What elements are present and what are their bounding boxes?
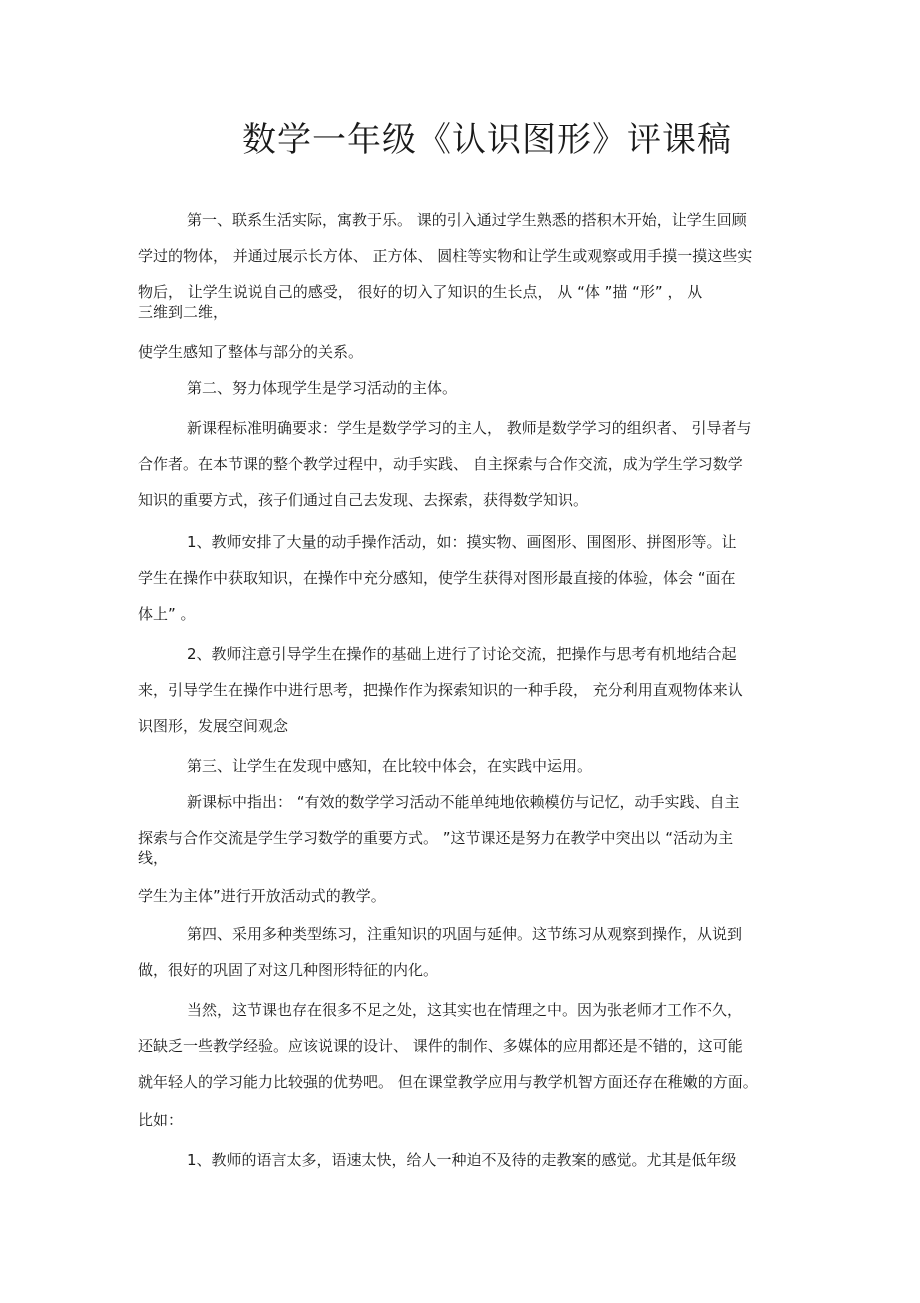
text-line: 第一、联系生活实际，寓教于乐。 课的引入通过学生熟悉的搭积木开始，让学生回顾 (187, 211, 747, 229)
text-line: 还缺乏一些教学经验。应该说课的设计、 课件的制作、多媒体的应用都还是不错的，这可能 (138, 1037, 743, 1055)
text-line: 就年轻人的学习能力比较强的优势吧。 但在课堂教学应用与教学机智方面还存在稚嫩的方面。 (138, 1073, 758, 1091)
text-line: 使学生感知了整体与部分的关系。 (138, 343, 364, 361)
document-title: 数学一年级《认识图形》评课稿 (242, 120, 732, 160)
section-heading: 第二、努力体现学生是学习活动的主体。 (187, 379, 458, 397)
text-line: 线， (138, 849, 169, 867)
text-line: 体上” 。 (138, 605, 196, 623)
text-line: 当然，这节课也存在很多不足之处，这其实也在情理之中。因为张老师才工作不久， (187, 1001, 743, 1019)
text-line: 新课程标准明确要求：学生是数学学习的主人， 教师是数学学习的组织者、 引导者与 (187, 419, 752, 437)
text-line: 比如： (138, 1111, 184, 1129)
text-line: 合作者。在本节课的整个教学过程中，动手实践、 自主探索与合作交流，成为学生学习数学 (138, 455, 743, 473)
text-line: 来，引导学生在操作中进行思考，把操作作为探索知识的一种手段， 充分利用直观物体来认 (138, 681, 743, 699)
text-line: 知识的重要方式，孩子们通过自己去发现、去探索，获得数学知识。 (138, 491, 589, 509)
text-line: 学生在操作中获取知识，在操作中充分感知，使学生获得对图形最直接的体验，体会 “面在 (138, 569, 736, 587)
text-line: 学生为主体”进行开放活动式的教学。 (138, 887, 386, 905)
section-heading: 第三、让学生在发现中感知，在比较中体会，在实践中运用。 (187, 757, 593, 775)
text-line: 新课标中指出： “有效的数学学习活动不能单纯地依赖模仿与记忆，动手实践、自主 (187, 793, 740, 811)
section-heading: 第四、采用多种类型练习，注重知识的巩固与延伸。这节练习从观察到操作，从说到 (187, 925, 743, 943)
text-line: 做，很好的巩固了对这几种图形特征的内化。 (138, 961, 439, 979)
text-line: 三维到二维， (138, 303, 229, 321)
list-item: 2、教师注意引导学生在操作的基础上进行了讨论交流，把操作与思考有机地结合起 (187, 645, 737, 663)
text-line: 物后， 让学生说说自己的感受， 很好的切入了知识的生长点， 从 “体 ”描 “形” ， 从 (138, 283, 703, 301)
list-item: 1、教师的语言太多，语速太快，给人一种迫不及待的走教案的感觉。尤其是低年级 (187, 1151, 737, 1169)
text-line: 学过的物体， 并通过展示长方体、 正方体、 圆柱等实物和让学生或观察或用手摸一摸这些实 (138, 247, 753, 265)
list-item: 1、教师安排了大量的动手操作活动，如：摸实物、画图形、围图形、拼图形等。让 (187, 533, 737, 551)
text-line: 探索与合作交流是学生学习数学的重要方式。 ”这节课还是努力在教学中突出以 “活动为主 (138, 829, 734, 847)
text-line: 识图形，发展空间观念 (138, 717, 289, 735)
